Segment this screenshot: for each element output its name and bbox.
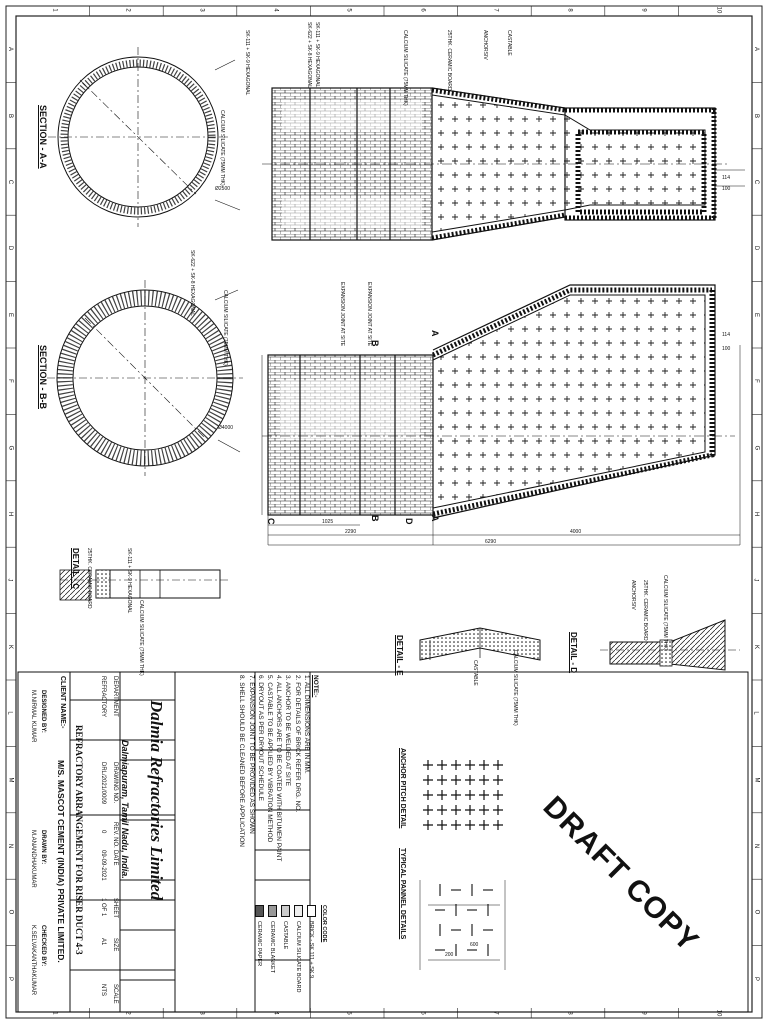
row-letter: H <box>7 511 14 517</box>
legend-swatch-icon <box>255 905 264 917</box>
client-value: M/S. MASCOT CEMENT (INDIA) PRIVATE LIMITED. <box>56 760 66 963</box>
anchor-mark <box>479 775 489 785</box>
note-item: 2. FOR DETAILS OF BRICK REFER DRG. NO. <box>293 675 301 813</box>
note-item: 3. ANCHOR TO BE WELDED AT SITE <box>284 675 292 787</box>
legend-swatch-icon <box>294 905 303 917</box>
dim-4000: 4000 <box>570 529 582 535</box>
column-number: 10 <box>715 6 722 14</box>
size-label: SIZE <box>112 938 118 952</box>
note-item: 4. ALL ANCHORS ARE TO BE COATED WITH BITUMEN PAINT <box>275 675 283 862</box>
anchor-mark <box>423 820 433 830</box>
drawn-label: DRAWN BY: <box>40 830 46 865</box>
column-number: 2 <box>125 1011 132 1015</box>
detail-e-title: DETAIL - E <box>395 635 404 676</box>
sheet-value: 1 OF 1 <box>100 898 106 917</box>
calcium-silicate-callout: CALCIUM SILICATE (75MM THK) <box>402 30 408 106</box>
cut-marker-b-bottom: B <box>370 515 380 522</box>
column-number: 10 <box>715 1009 722 1017</box>
anchor-mark <box>465 790 475 800</box>
dim-200: 200 <box>445 952 454 958</box>
dim-dia-bb: Ø4000 <box>218 425 234 431</box>
legend-label: CERAMIC BLANKET <box>269 921 275 973</box>
row-letter: G <box>7 445 14 450</box>
row-letter: M <box>753 777 760 783</box>
column-number: 5 <box>345 8 352 12</box>
dim-100-lower: 100 <box>722 346 731 352</box>
detail-e-callout-2: CASTABLE <box>472 660 478 686</box>
column-number: 1 <box>51 8 58 12</box>
legend-swatch-icon <box>281 905 290 917</box>
legend-block <box>252 905 330 992</box>
column-number: 9 <box>640 1011 647 1015</box>
anchor-mark <box>465 805 475 815</box>
department-label: DEPARTMENT <box>112 676 118 717</box>
brick-spec-callout-3: SK-111 + SK-9 HEXAGONAL <box>244 30 250 96</box>
anchor-mark <box>493 760 503 770</box>
anchor-mark <box>437 790 447 800</box>
draft-copy-watermark: DRAFT COPY <box>536 790 705 959</box>
row-letter: F <box>752 379 759 384</box>
ceramic-board-callout: 25THK. CERAMIC BOARD <box>446 30 452 91</box>
detail-e-drawing <box>420 628 540 660</box>
size-value: A1 <box>100 938 106 946</box>
notes-title: NOTE:- <box>312 675 319 698</box>
anchor-mark <box>479 760 489 770</box>
cut-marker-a-top: A <box>430 330 440 337</box>
note-item: 7. EXPANSION JOINT TO BE PROVIDED AS SHOWN <box>247 675 255 834</box>
column-number: 8 <box>566 1011 573 1015</box>
legend-item <box>252 905 265 992</box>
detail-d-callout-3: ANCHORSIV <box>630 580 636 610</box>
note-item: 6. DRYOUT AS PER DRYOUT SCHEDULE <box>256 675 264 801</box>
anchor-callout: ANCHORSIV <box>482 30 488 60</box>
scale-value: NTS <box>100 984 106 996</box>
detail-d-callout-2: 25THK. CERAMIC BOARD <box>642 580 648 641</box>
row-letter: M <box>7 777 14 783</box>
legend-item <box>265 905 278 992</box>
anchor-mark <box>479 805 489 815</box>
row-letter: D <box>7 246 14 251</box>
sheet-label: SHEET <box>112 898 118 919</box>
anchor-pitch-grid <box>423 760 503 830</box>
anchor-mark <box>465 820 475 830</box>
column-number: 6 <box>419 1011 426 1015</box>
dim-114: 114 <box>722 175 730 181</box>
brick-spec-callout-2: SK-622 + SK-8 HEXAGONAL <box>306 22 312 89</box>
section-bb-drawing <box>47 280 243 476</box>
column-number: 6 <box>419 8 426 12</box>
legend-title: COLOR CODE <box>321 905 327 943</box>
section-bb-title: SECTION - B-B <box>38 345 48 409</box>
notes-list <box>237 675 311 861</box>
detail-c-callout-3: 25THK. CERAMIC BOARD <box>86 548 92 609</box>
row-letter: B <box>7 113 14 118</box>
dim-dia-aa: Ø2500 <box>215 186 231 192</box>
typical-panel-grid <box>435 884 493 956</box>
note-item: 5. CASTABLE TO BE APPLIED BY VIBRATION METHOD <box>265 675 273 843</box>
row-letter: L <box>6 711 13 715</box>
dim-100: 100 <box>722 186 731 192</box>
legend-list <box>252 905 317 992</box>
anchor-mark <box>493 820 503 830</box>
anchor-mark <box>451 790 461 800</box>
detail-c-callout-2: SK-111 + SK-9 HEXAGONAL <box>126 548 132 614</box>
lower-elevation <box>262 285 740 545</box>
rev-value: 0 <box>100 830 106 834</box>
dim-600: 600 <box>470 942 479 948</box>
detail-e-callout: CALCIUM SILICATE (75MM THK) <box>512 650 518 726</box>
detail-c-title: DETAIL - C <box>71 548 80 590</box>
expansion-joint-callout: EXPANSION JOINT AT SITE <box>366 282 372 347</box>
row-letter: C <box>753 179 760 185</box>
column-number: 4 <box>272 8 279 12</box>
anchor-mark <box>451 820 461 830</box>
column-number: 3 <box>198 8 205 12</box>
legend-label: CALCIUM SILICATE BOARD <box>295 921 301 993</box>
detail-c-callout-1: CALCIUM SILICATE (75MM THK) <box>138 600 144 676</box>
row-letter: P <box>7 976 14 981</box>
row-letter: A <box>7 47 14 52</box>
scale-label: SCALE <box>112 984 118 1004</box>
calcium-silicate-callout-aa: CALCIUM SILICATE (75MM THK) <box>219 110 225 186</box>
row-letter: J <box>752 578 759 582</box>
column-number: 2 <box>125 8 132 12</box>
company-name: Dalmia Refractories Limited <box>147 700 166 901</box>
section-aa-drawing <box>48 47 240 227</box>
calcium-silicate-callout-bb: CALCIUM SILICATE (75MM THK) <box>222 290 228 366</box>
legend-label: CASTABLE <box>282 921 288 950</box>
column-number: 3 <box>198 1011 205 1015</box>
legend-item <box>278 905 291 992</box>
row-letter: E <box>753 312 760 317</box>
column-number: 1 <box>51 1011 58 1015</box>
anchor-mark <box>437 805 447 815</box>
row-letter: K <box>753 644 760 649</box>
detail-d-drawing <box>600 620 740 670</box>
anchor-mark <box>465 775 475 785</box>
anchor-mark <box>465 760 475 770</box>
drawn-value: M.ANANDHAKUMAR <box>30 830 36 888</box>
row-letter: N <box>7 843 14 849</box>
row-letter: L <box>752 711 759 715</box>
cut-marker-c: C <box>266 518 276 525</box>
legend-item <box>291 905 304 992</box>
note-item: 1. ALL DIMENSIONS ARE IN MM. <box>302 675 310 774</box>
checked-value: K.SELVAKANTHAKUMAR <box>30 925 36 996</box>
detail-d-title: DETAIL - D <box>569 632 578 674</box>
row-letter: J <box>6 578 13 582</box>
dim-1025: 1025 <box>322 519 334 525</box>
column-number: 5 <box>345 1011 352 1015</box>
brick-spec-callout-1: SK-111 + SK-9 HEXAGONAL <box>314 22 320 88</box>
anchor-mark <box>451 775 461 785</box>
cut-marker-b-top: B <box>370 340 380 347</box>
anchor-mark <box>451 805 461 815</box>
anchor-mark <box>451 760 461 770</box>
legend-label: BRICK - SK 111 + SK 9 <box>308 921 314 979</box>
row-letter: C <box>7 179 14 185</box>
anchor-mark <box>423 790 433 800</box>
column-number: 7 <box>493 1011 500 1015</box>
anchor-mark <box>437 775 447 785</box>
company-address: Dalmiapuram, Tamil Nadu, India. <box>120 740 130 879</box>
anchor-pitch-title: ANCHOR PITCH DETAIL <box>399 748 406 829</box>
legend-swatch-icon <box>268 905 277 917</box>
cut-marker-d: D <box>404 518 414 525</box>
drawing-title: REFRACTORY ARRANGEMENT FOR RISER DUCT 4-3 <box>74 725 84 955</box>
column-number: 7 <box>493 8 500 12</box>
drawing-no-label: DRAWING NO. <box>112 762 118 804</box>
cut-marker-a-bottom: A <box>430 515 440 522</box>
row-letter: D <box>753 246 760 251</box>
row-letter: P <box>753 976 760 981</box>
anchor-mark <box>423 805 433 815</box>
note-item: 8. SHELL SHOULD BE CLEANED BEFORE APPLICATION <box>238 675 246 847</box>
legend-swatch-icon <box>307 905 316 917</box>
anchor-mark <box>493 805 503 815</box>
column-number: 8 <box>566 8 573 12</box>
row-letter: G <box>753 445 760 450</box>
row-letter: O <box>7 910 14 915</box>
row-letter: B <box>753 113 760 118</box>
row-letter: N <box>753 843 760 849</box>
checked-label: CHECKED BY: <box>40 925 46 967</box>
anchor-mark <box>479 820 489 830</box>
typical-panel-title: TYPICAL PANNEL DETAILS <box>399 848 406 940</box>
date-label: DATE <box>112 850 118 866</box>
anchor-mark <box>479 790 489 800</box>
row-letter: E <box>7 312 14 317</box>
castable-callout: CASTABLE <box>506 30 512 56</box>
designed-value: M.NIRMAL KUMAR <box>30 690 36 743</box>
row-letter: A <box>753 47 760 52</box>
date-value: 09-09-2021 <box>100 850 106 881</box>
legend-item <box>304 905 317 992</box>
row-letter: K <box>7 644 14 649</box>
column-number: 4 <box>272 1011 279 1015</box>
rev-label: REV. NO. <box>112 822 118 848</box>
anchor-mark <box>493 775 503 785</box>
detail-d-callout-1: CALCIUM SILICATE (75MM THK) <box>662 575 668 651</box>
client-label: CLIENT NAME:- <box>59 676 66 729</box>
dim-114-lower: 114 <box>722 332 730 338</box>
dim-2290: 2290 <box>345 529 357 535</box>
anchor-mark <box>423 760 433 770</box>
expansion-joint-callout-2: EXPANSION JOINT AT SITE <box>339 282 345 347</box>
brick-spec-callout-bb: SK-622 + SK-8 HEXAGONAL <box>189 250 195 317</box>
anchor-mark <box>423 775 433 785</box>
section-aa-title: SECTION - A-A <box>38 105 48 169</box>
row-letter: H <box>753 511 760 517</box>
drawing-no-value: DRL/2021/0009 <box>100 762 106 805</box>
row-letter: O <box>753 910 760 915</box>
notes-block <box>237 675 320 861</box>
row-letter: F <box>6 379 13 384</box>
designed-label: DESIGNED BY: <box>40 690 46 733</box>
anchor-mark <box>437 820 447 830</box>
column-number: 9 <box>640 8 647 12</box>
anchor-mark <box>493 790 503 800</box>
legend-label: CERAMIC PAPER <box>256 921 262 967</box>
department-value: REFRACTORY <box>100 676 106 718</box>
dim-6290: 6290 <box>485 539 497 545</box>
upper-elevation <box>262 88 745 240</box>
anchor-mark <box>437 760 447 770</box>
